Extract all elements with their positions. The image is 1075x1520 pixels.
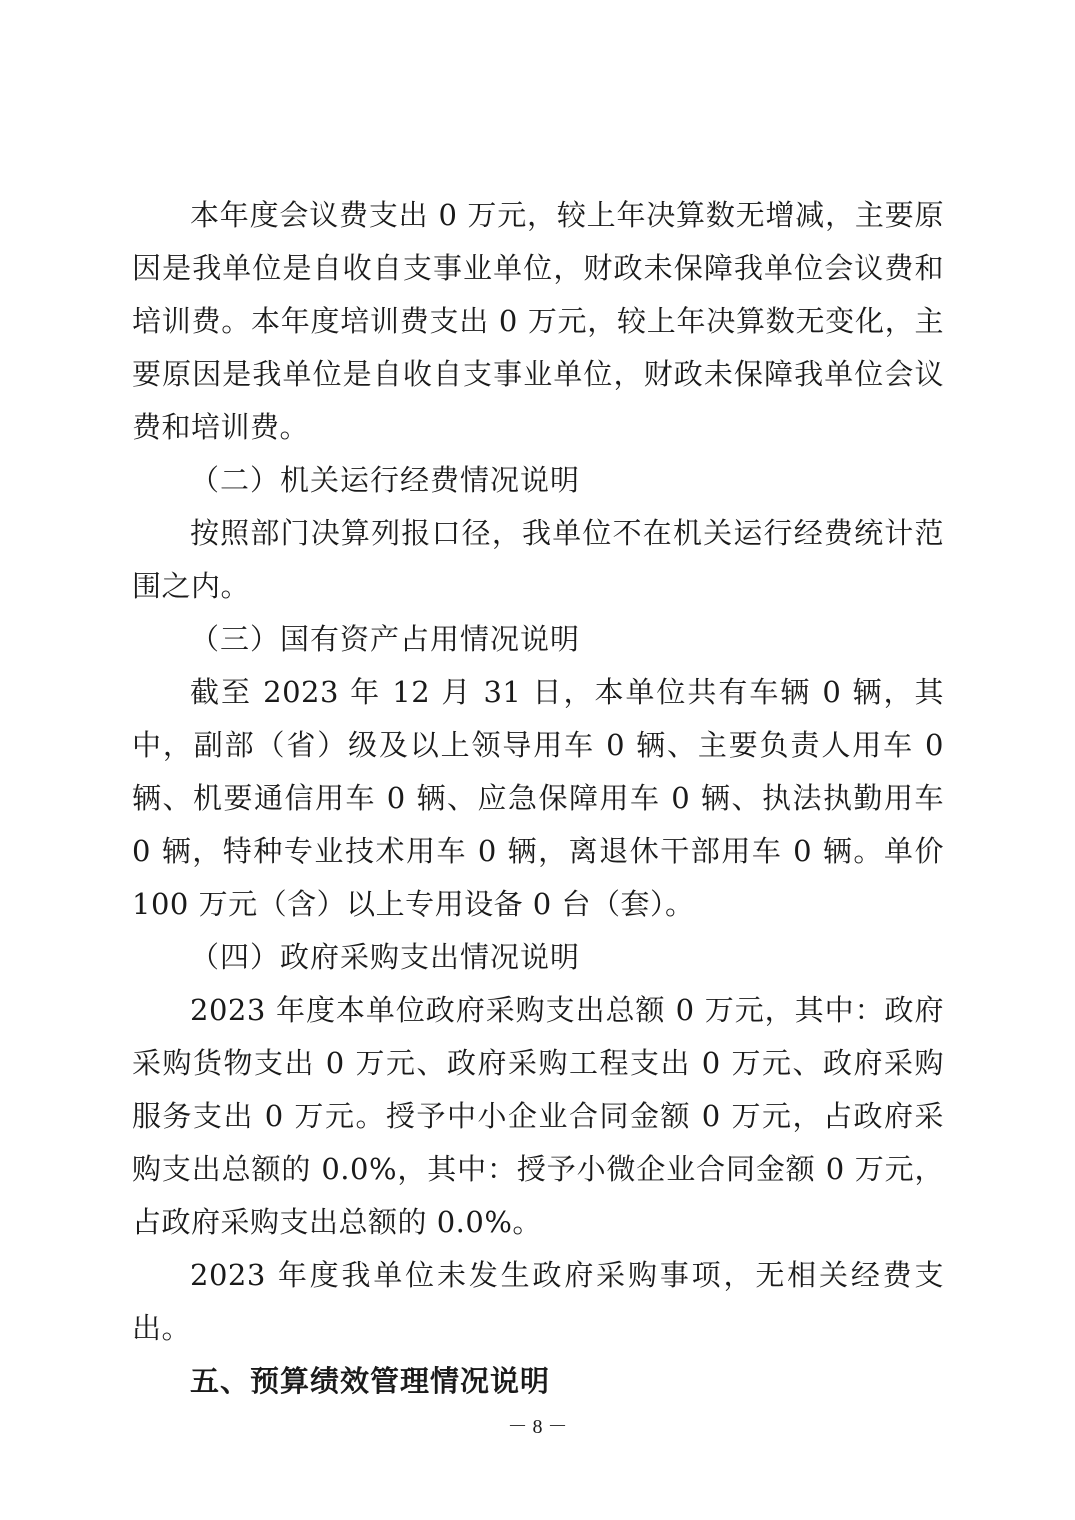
- paragraph-government-procurement: 2023 年度本单位政府采购支出总额 0 万元，其中：政府采购货物支出 0 万元、政府采购工程支出 0 万元、政府采购服务支出 0 万元。授予中小企业合同金额 0 万元，占政府采购支出总额的 0.0%，其中：授予小微企业合同金额 0 万元，占政府采购支出总额的 0.0%。: [132, 993, 944, 1239]
- section-heading-performance-management: 五、预算绩效管理情况说明: [190, 1364, 551, 1398]
- page-body: [132, 189, 944, 1408]
- subheading-government-procurement: （四）政府采购支出情况说明: [190, 940, 581, 974]
- paragraph-operating-funds: 按照部门决算列报口径，我单位不在机关运行经费统计范围之内。: [132, 516, 944, 603]
- paragraph-meeting-training-expense: 本年度会议费支出 0 万元，较上年决算数无增减，主要原因是我单位是自收自支事业单位，财政未保障我单位会议费和培训费。本年度培训费支出 0 万元，较上年决算数无变化，主要原因是我单位是自收自支事业单位，财政未保障我单位会议费和培训费。: [132, 198, 944, 444]
- page-number: － 8 －: [507, 1416, 568, 1438]
- paragraph-no-procurement: 2023 年度我单位未发生政府采购事项，无相关经费支出。: [132, 1258, 944, 1345]
- subheading-operating-funds: （二）机关运行经费情况说明: [190, 463, 581, 497]
- subheading-state-assets: （三）国有资产占用情况说明: [190, 622, 581, 656]
- paragraph-state-assets: 截至 2023 年 12 月 31 日，本单位共有车辆 0 辆，其中，副部（省）级及以上领导用车 0 辆、主要负责人用车 0 辆、机要通信用车 0 辆、应急保障用车 0 辆、执法执勤用车 0 辆，特种专业技术用车 0 辆，离退休干部用车 0 辆。单价 100 万元（含）以上专用设备 0 台（套）。: [132, 675, 944, 921]
